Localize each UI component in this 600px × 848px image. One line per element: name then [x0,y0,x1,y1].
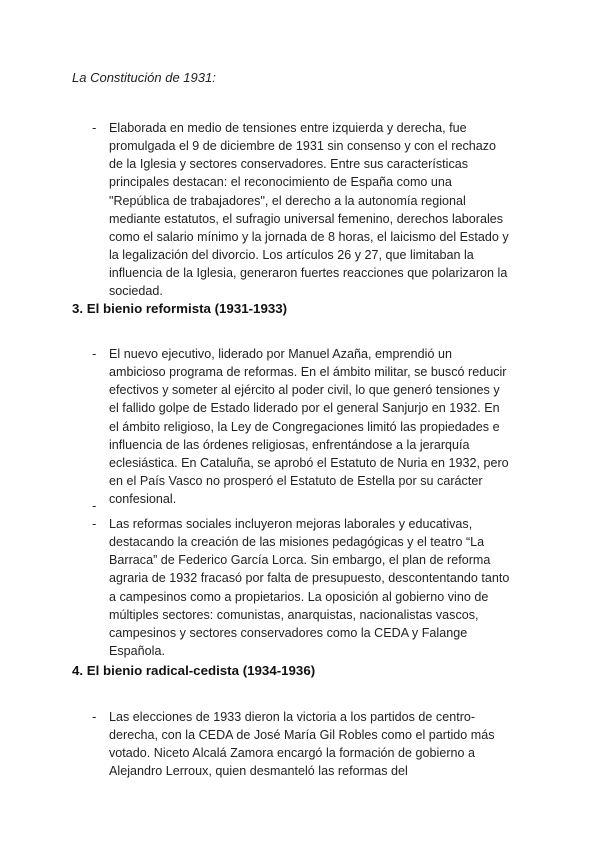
list-item [92,708,512,781]
bullet-marker: - [92,346,97,361]
list-item-text: El nuevo ejecutivo, liderado por Manuel Azaña, emprendió un ambicioso programa de reformas. En el ámbito militar, se buscó reducir efectivos y someter al ejército al poder civil, lo que generó tensiones y el fallido golpe de Estado liderado por el general Sanjurjo en 1932. En el ámbito religioso, la Ley de Congregaciones limitó las propiedades e influencia de las órdenes religiosas, enfrentándose a la jerarquía eclesiástica. En Cataluña, se aprobó el Estatuto de Nuria en 1932, pero en el País Vasco no prosperó el Estatuto de Estella por su carácter confesional. [109,347,509,507]
list-item [92,119,512,301]
list-item-text: Las elecciones de 1933 dieron la victoria a los partidos de centro-derecha, con la CEDA de José María Gil Robles como el partido más votado. Niceto Alcalá Zamora encargó la formación de gobierno a Alejandro Lerroux, quien desmanteló las reformas del [109,710,495,779]
section-heading: 4. El bienio radical-cedista (1934-1936) [72,663,316,678]
section-subtitle: La Constitución de 1931: [72,70,216,85]
bullet-marker: - [92,709,97,724]
list-item-text: Las reformas sociales incluyeron mejoras laborales y educativas, destacando la creación de las misiones pedagógicas y el teatro “La Barraca” de Federico García Lorca. Sin embargo, el plan de reforma agraria de 1932 fracasó por falta de presupuesto, descontentando tanto a campesinos como a propietarios. La oposición al gobierno vino de múltiples sectores: comunistas, anarquistas, nacionalistas vascos, campesinos y sectores conservadores como la CEDA y Falange Española. [109,517,510,659]
list-item [92,345,512,508]
list-item-text: Elaborada en medio de tensiones entre izquierda y derecha, fue promulgada el 9 de diciembre de 1931 sin consenso y con el rechazo de la Iglesia y sectores conservadores. Entre sus características principales destacan: el reconocimiento de España como una "República de trabajadores", el derecho a la autonomía regional mediante estatutos, el sufragio universal femenino, derechos laborales como el salario mínimo y la jornada de 8 horas, el laicismo del Estado y la legalización del divorcio. Los artículos 26 y 27, que limitaban la influencia de la Iglesia, generaron fuertes reacciones que polarizaron la sociedad. [109,121,509,299]
bullet-marker: - [92,498,97,513]
section-heading: 3. El bienio reformista (1931-1933) [72,301,288,316]
bullet-marker: - [92,120,97,135]
list-item [92,515,512,660]
bullet-marker: - [92,516,97,531]
